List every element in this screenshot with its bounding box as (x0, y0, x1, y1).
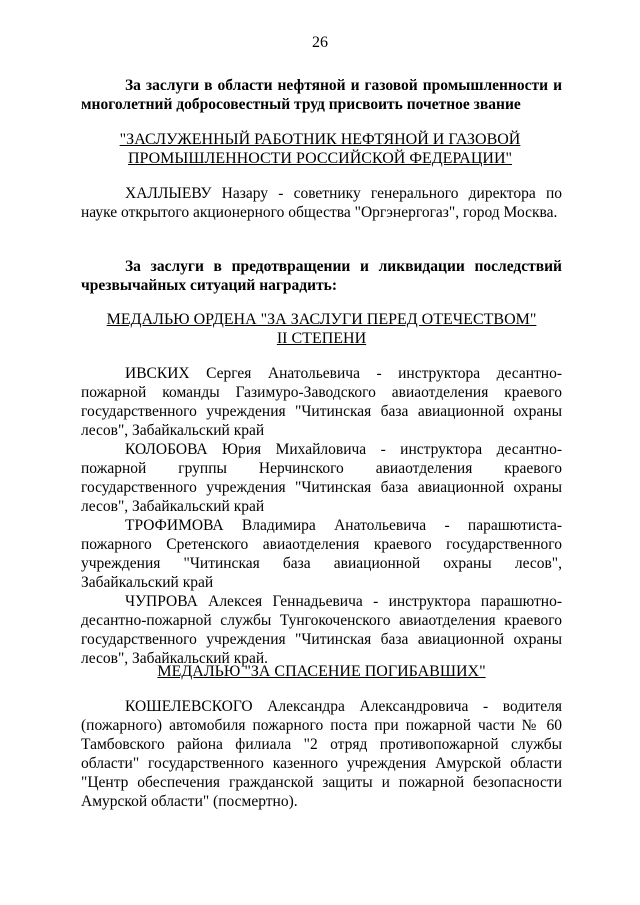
award-title-rescue-medal: МЕДАЛЬЮ "ЗА СПАСЕНИЕ ПОГИБАВШИХ" (157, 663, 486, 680)
award-title-order-medal-line2: II СТЕПЕНИ (276, 330, 367, 347)
page-number: 26 (312, 34, 328, 51)
section-intro-emergency: За заслуги в предотвращении и ликвидации последствий чрезвычайных ситуаций наградить: (81, 258, 562, 294)
award-entry-chuprov: ЧУПРОВА Алексея Геннадьевича - инструктора парашютно-десантно-пожарной службы Тунгокоченского авиаотделения краевого государственного учреждения "Читинская база авиационной охраны лесов", Забайкальский край. (81, 593, 562, 667)
award-title-order-medal-line1: МЕДАЛЬЮ ОРДЕНА "ЗА ЗАСЛУГИ ПЕРЕД ОТЕЧЕСТВОМ" (106, 311, 537, 328)
section-intro-oil-gas: За заслуги в области нефтяной и газовой промышленности и многолетний добросовестный труд присвоить почетное звание (81, 77, 562, 113)
award-entry-kolobov: КОЛОБОВА Юрия Михайловича - инструктора десантно-пожарной группы Нерчинского авиаотделения краевого государственного учреждения "Читинская база авиационной охраны лесов", Забайкальский край (81, 441, 562, 515)
award-entry-ivskikh: ИВСКИХ Сергея Анатольевича - инструктора десантно-пожарной команды Газимуро-Заводского авиаотделения краевого государственного учреждения "Читинская база авиационной охраны лесов", Забайкальский край (81, 365, 562, 439)
award-entry-koshelevsky: КОШЕЛЕВСКОГО Александра Александровича - водителя (пожарного) автомобиля пожарного поста при пожарной части № 60 Тамбовского района филиала "2 отряд противопожарной службы области" государственного казенного учреждения Амурской области "Центр обеспечения гражданской защиты и пожарной безопасности Амурской области" (посмертно). (81, 698, 562, 810)
award-title-honored-oil-gas-worker: "ЗАСЛУЖЕННЫЙ РАБОТНИК НЕФТЯНОЙ И ГАЗОВОЙ ПРОМЫШЛЕННОСТИ РОССИЙСКОЙ ФЕДЕРАЦИИ" (119, 131, 521, 167)
award-list-order-medal (81, 364, 562, 668)
award-title-order-medal (81, 310, 562, 348)
award-entry-trofimov: ТРОФИМОВА Владимира Анатольевича - парашютиста-пожарного Сретенского авиаотделения краевого государственного учреждения "Читинская база авиационной охраны лесов", Забайкальский край (81, 517, 562, 591)
award-entry-khallyev: ХАЛЛЫЕВУ Назару - советнику генерального директора по науке открытого акционерного общества "Оргэнергогаз", город Москва. (81, 185, 562, 221)
